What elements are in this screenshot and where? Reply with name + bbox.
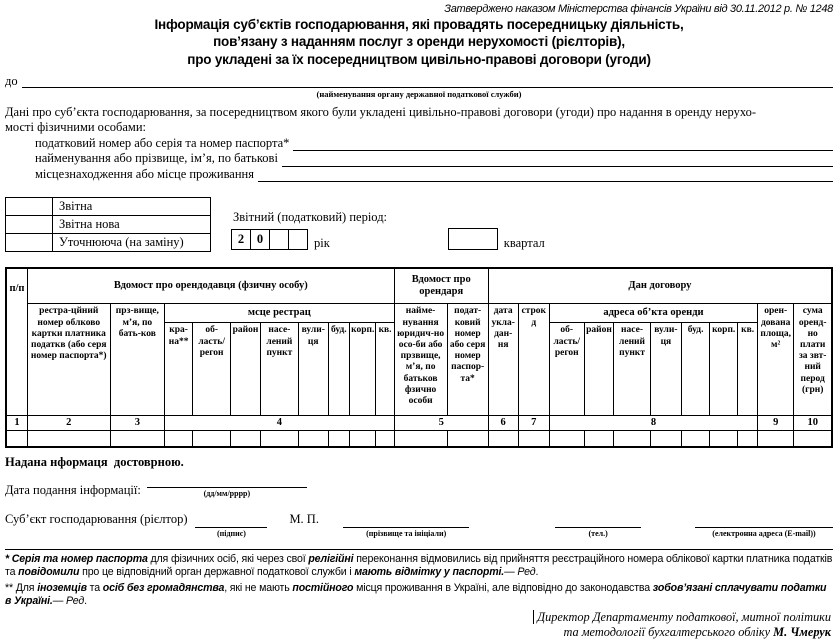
- col-header-address-oblast: об-ласть/регон: [549, 323, 584, 416]
- col-header-npp: п/п: [6, 268, 27, 416]
- intro-paragraph-line1: Дані про суб’єкта господарювання, за посередництвом якого були укладені цивільно-правові договори (угоди) про надання в оренду нерухо-: [5, 104, 757, 119]
- group-header-reg-place: мсце рестрац: [165, 304, 395, 323]
- field-tax-number-label: податковий номер або серія та номер паспорта*: [35, 135, 290, 150]
- col-header-regplace-country: кра-на**: [165, 323, 193, 416]
- data-cell[interactable]: [193, 431, 231, 448]
- form-title-line3: про укладені за їх посередництвом цивільно-правові договори (угоди): [187, 51, 651, 67]
- data-cell[interactable]: [6, 431, 27, 448]
- table-row: [6, 431, 832, 448]
- submission-date-field: [147, 472, 307, 498]
- group-header-tenant: Вдомост про орендаря: [394, 268, 488, 304]
- phone-caption: (тел.): [588, 529, 608, 539]
- year-input-boxes: [231, 229, 308, 250]
- col-header-address-apartment: кв.: [738, 323, 758, 416]
- col-header-regplace-street: вули-ця: [298, 323, 328, 416]
- data-cell[interactable]: [650, 431, 681, 448]
- field-location-label: місцезнаходження або місце проживання: [35, 166, 254, 181]
- submission-date-input-line[interactable]: [147, 472, 307, 488]
- col-header-regplace-apartment: кв.: [376, 323, 394, 416]
- form-title-line1: Інформація суб’єктів господарювання, які провадять посередницьку діяльність,: [154, 17, 684, 32]
- year-digit-3[interactable]: [270, 229, 289, 250]
- data-cell[interactable]: [488, 431, 518, 448]
- data-cell[interactable]: [260, 431, 298, 448]
- col-number-10: 10: [794, 416, 832, 431]
- recipient-line: [5, 73, 833, 88]
- report-type-row-zvitna: [6, 198, 211, 216]
- footnote-passport: * Серія та номер паспорта для фізичних осіб, які через свої релігійні переконання відмовились від прийняття реєстраційного номера облікової картки платника податків та повідомили про це відповідний орган державної податкової служби і мають відмітку у паспорті.— Ред.: [5, 553, 833, 579]
- report-type-table: [5, 197, 211, 252]
- contracts-table: [5, 267, 833, 448]
- recipient-input-line[interactable]: [22, 73, 833, 88]
- year-digit-2[interactable]: 0: [251, 229, 270, 250]
- data-cell[interactable]: [682, 431, 710, 448]
- col-number-1: 1: [6, 416, 27, 431]
- submission-date-format-caption: (дд/мм/рррр): [203, 489, 251, 499]
- col-header-contract-date: дата укла-дан-ня: [488, 304, 518, 416]
- subject-label: Суб’єкт господарювання (рієлтор): [5, 512, 188, 527]
- submission-date-label: Дата подання інформації:: [5, 483, 141, 498]
- col-header-address-korpus: корп.: [710, 323, 738, 416]
- data-cell[interactable]: [298, 431, 328, 448]
- data-cell[interactable]: [376, 431, 394, 448]
- col-header-landlord-name: прз-вище, м’я, по бать-ков: [110, 304, 165, 416]
- data-cell[interactable]: [738, 431, 758, 448]
- column-numbers-row: [6, 416, 832, 431]
- signature-input-line[interactable]: [195, 512, 267, 528]
- col-number-2: 2: [27, 416, 110, 431]
- reporting-period-block: [231, 197, 545, 252]
- field-location-input-line[interactable]: [258, 167, 833, 182]
- group-header-contract: Дан договору: [488, 268, 832, 304]
- report-type-label-zvitna: Звітна: [53, 198, 211, 216]
- group-header-landlord: Вдомост про орендодавця (фзичну особу): [27, 268, 394, 304]
- data-cell[interactable]: [614, 431, 650, 448]
- report-type-checkbox-zvitna[interactable]: [6, 198, 53, 216]
- data-cell[interactable]: [710, 431, 738, 448]
- data-cell[interactable]: [758, 431, 794, 448]
- report-type-checkbox-zvitna-nova[interactable]: [6, 216, 53, 234]
- field-tax-number-input-line[interactable]: [293, 136, 833, 151]
- col-header-regplace-settlement: насе-лений пункт: [260, 323, 298, 416]
- footnote-separator: [5, 549, 833, 550]
- recipient-caption: (найменування органу державної податкової служби): [316, 88, 522, 99]
- form-title-line2: пов’язану з наданням послуг з оренди нерухомості (рієлторів),: [213, 34, 625, 50]
- director-title-line1: Директор Департаменту податкової, митної політики: [5, 610, 831, 625]
- data-cell[interactable]: [549, 431, 584, 448]
- data-cell[interactable]: [328, 431, 349, 448]
- phone-field: [555, 512, 641, 538]
- approved-by-order-line: Затверджено наказом Міністерства фінансів України від 30.11.2012 р. № 1248: [444, 3, 833, 15]
- data-cell[interactable]: [350, 431, 376, 448]
- col-number-5: 5: [394, 416, 488, 431]
- col-header-tenant-tax-number: подат-ковий номер або серя номер паспор-та*: [447, 304, 488, 416]
- col-header-rent-sum: сума оренд-но плати за звт-ний перод (грн): [794, 304, 832, 416]
- report-type-row-utochniuiucha: [6, 234, 211, 252]
- phone-input-line[interactable]: [555, 512, 641, 528]
- col-header-address-street: вули-ця: [650, 323, 681, 416]
- fullname-field: [343, 512, 469, 538]
- col-number-3: 3: [110, 416, 165, 431]
- data-cell[interactable]: [165, 431, 193, 448]
- col-header-address-raion: район: [584, 323, 614, 416]
- field-name-label: найменування або прізвище, ім’я, по батькові: [35, 151, 278, 166]
- reporting-period-label: Звітний (податковий) період:: [233, 210, 388, 225]
- field-name: [35, 151, 833, 167]
- director-title-line2: та методології бухгалтерського обліку М. Чмерук: [563, 624, 831, 639]
- col-header-contract-term: строк д: [518, 304, 549, 416]
- data-cell[interactable]: [794, 431, 832, 448]
- intro-paragraph-line2: мості фізичними особами:: [5, 120, 147, 135]
- recipient-prefix: до: [5, 73, 18, 88]
- col-header-reg-number: рестра-цйний номер облково картки платника податкв (або серя номер паспорта*): [27, 304, 110, 416]
- col-header-regplace-building: буд.: [328, 323, 349, 416]
- col-header-regplace-raion: район: [231, 323, 261, 416]
- group-header-rent-address: адреса об’кта оренди: [549, 304, 757, 323]
- data-cell[interactable]: [447, 431, 488, 448]
- signature-caption: (підпис): [216, 529, 246, 539]
- col-header-address-settlement: насе-лений пункт: [614, 323, 650, 416]
- year-digit-4[interactable]: [289, 229, 308, 250]
- field-location: [35, 167, 833, 183]
- col-number-7: 7: [518, 416, 549, 431]
- report-type-checkbox-utochniuiucha[interactable]: [6, 234, 53, 252]
- report-type-label-utochniuiucha: Уточнююча (на заміну): [53, 234, 211, 252]
- col-number-8: 8: [549, 416, 757, 431]
- col-number-9: 9: [758, 416, 794, 431]
- email-caption: (електронна адреса (E-mail)): [712, 529, 816, 539]
- report-type-row-zvitna-nova: [6, 216, 211, 234]
- col-number-4: 4: [165, 416, 395, 431]
- field-tax-number: [35, 136, 833, 152]
- data-cell[interactable]: [110, 431, 165, 448]
- fullname-caption: (прізвище та ініціали): [366, 529, 447, 539]
- col-header-regplace-korpus: корп.: [350, 323, 376, 416]
- col-header-address-building: буд.: [682, 323, 710, 416]
- email-input-line[interactable]: [695, 512, 833, 528]
- year-unit-label: рік: [314, 236, 330, 251]
- fullname-input-line[interactable]: [343, 512, 469, 528]
- declaration-statement: Надана нформаця достоврною.: [5, 455, 184, 470]
- data-cell[interactable]: [584, 431, 614, 448]
- footnote-foreigners: ** Для іноземців та осіб без громадянства, які не мають постійного місця проживання в Україні, але відповідно до законодавства зобов’язані сплачувати податки в Україні.— Ред.: [5, 582, 827, 608]
- form-title: [5, 16, 833, 68]
- col-header-tenant-name: найме-нування юридич-но осо-би або прзвище, м’я, по батьков фзично особи: [394, 304, 447, 416]
- quarter-unit-label: квартал: [503, 236, 545, 251]
- email-field: [695, 512, 833, 538]
- col-header-rented-area: орен-дована площа, м²: [758, 304, 794, 416]
- data-cell[interactable]: [231, 431, 261, 448]
- col-header-regplace-oblast: об-ласть/регон: [193, 323, 231, 416]
- signature-field: [195, 512, 267, 538]
- year-digit-1[interactable]: 2: [231, 229, 251, 250]
- col-number-6: 6: [488, 416, 518, 431]
- data-cell[interactable]: [394, 431, 447, 448]
- report-type-label-zvitna-nova: Звітна нова: [53, 216, 211, 234]
- seal-place-label: М. П.: [289, 512, 319, 527]
- data-cell[interactable]: [518, 431, 549, 448]
- field-name-input-line[interactable]: [282, 152, 833, 167]
- data-cell[interactable]: [27, 431, 110, 448]
- quarter-input-box[interactable]: [448, 228, 498, 250]
